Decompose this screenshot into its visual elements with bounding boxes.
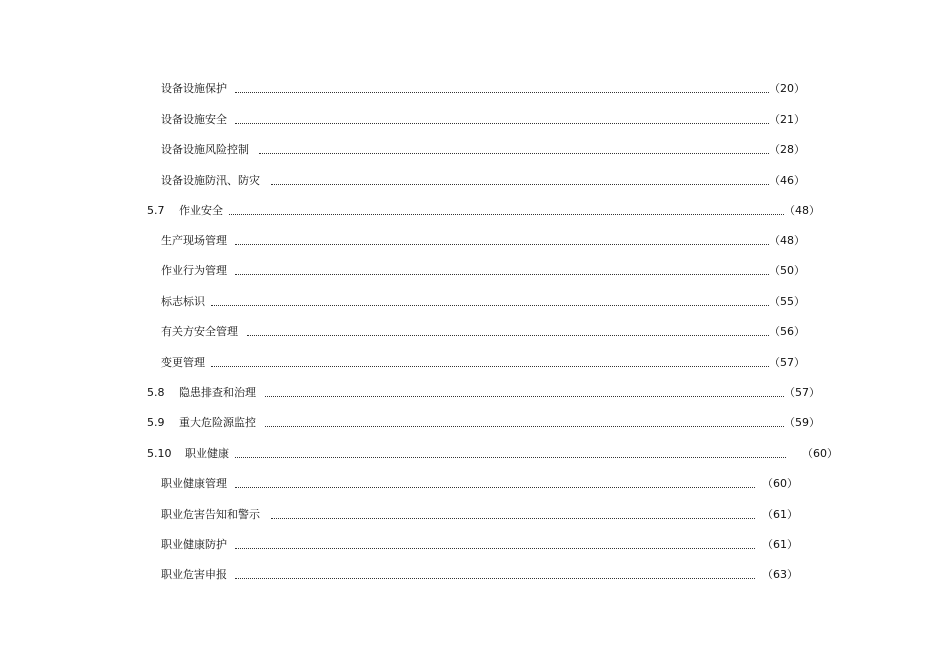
toc-entry-leader xyxy=(235,123,769,124)
toc-entry-title: 职业危害告知和警示 xyxy=(161,508,260,521)
toc-entry-title: 职业健康 xyxy=(185,447,229,460)
toc-entry xyxy=(161,293,805,311)
toc-entry-title: 职业危害申报 xyxy=(161,568,227,581)
toc-entry-leader xyxy=(271,184,769,185)
toc-entry xyxy=(161,111,805,129)
toc-entry-page: （56） xyxy=(769,325,805,338)
toc-entry-title: 作业安全 xyxy=(179,204,223,217)
toc-entry-leader xyxy=(235,548,755,549)
toc-entry-number: 5.10 xyxy=(147,447,172,460)
toc-entry-page: （50） xyxy=(769,264,805,277)
toc-entry-leader xyxy=(265,396,784,397)
toc-entry xyxy=(147,384,831,402)
toc-entry-page: （46） xyxy=(769,174,805,187)
toc-entry-page: （55） xyxy=(769,295,805,308)
toc-entry xyxy=(161,141,805,159)
toc-entry xyxy=(161,566,801,584)
toc-entry-title: 有关方安全管理 xyxy=(161,325,238,338)
toc-entry-leader xyxy=(265,426,784,427)
toc-entry-leader xyxy=(259,153,769,154)
toc-entry-leader xyxy=(211,366,769,367)
toc-entry xyxy=(147,445,838,463)
toc-entry-number: 5.7 xyxy=(147,204,165,217)
toc-entry-page: （59） xyxy=(784,416,820,429)
toc-entry-page: （61） xyxy=(762,508,798,521)
toc-entry xyxy=(161,80,805,98)
toc-entry-page: （48） xyxy=(769,234,805,247)
toc-entry xyxy=(161,172,805,190)
toc-entry-title: 隐患排查和治理 xyxy=(179,386,256,399)
toc-entry-title: 设备设施安全 xyxy=(161,113,227,126)
toc-entry-title: 生产现场管理 xyxy=(161,234,227,247)
toc-entry-page: （60） xyxy=(762,477,798,490)
toc-entry-leader xyxy=(271,518,755,519)
toc-entry-leader xyxy=(235,92,769,93)
toc-entry-number: 5.8 xyxy=(147,386,165,399)
toc-entry-title: 标志标识 xyxy=(161,295,205,308)
toc-entry-leader xyxy=(235,578,755,579)
toc-entry xyxy=(161,475,801,493)
toc-entry-leader xyxy=(229,214,784,215)
toc-entry-leader xyxy=(211,305,769,306)
toc-entry-leader xyxy=(235,274,769,275)
toc-entry-leader xyxy=(235,487,755,488)
toc-entry-page: （57） xyxy=(784,386,820,399)
toc-entry-leader xyxy=(235,244,769,245)
toc-entry xyxy=(161,262,805,280)
toc-entry xyxy=(161,354,805,372)
toc-entry-page: （48） xyxy=(784,204,820,217)
toc-entry xyxy=(161,536,801,554)
toc-entry-leader xyxy=(235,457,786,458)
toc-entry-title: 设备设施保护 xyxy=(161,82,227,95)
toc-entry xyxy=(161,506,801,524)
toc-entry-title: 设备设施防汛、防灾 xyxy=(161,174,260,187)
toc-entry xyxy=(161,323,805,341)
toc-entry-title: 职业健康防护 xyxy=(161,538,227,551)
toc-entry-leader xyxy=(247,335,769,336)
toc-entry xyxy=(147,202,831,220)
toc-entry-title: 作业行为管理 xyxy=(161,264,227,277)
toc-entry xyxy=(161,232,805,250)
toc-entry-page: （28） xyxy=(769,143,805,156)
toc-entry xyxy=(147,414,831,432)
toc-entry-page: （57） xyxy=(769,356,805,369)
toc-entry-title: 设备设施风险控制 xyxy=(161,143,249,156)
toc-entry-page: （63） xyxy=(762,568,798,581)
toc-entry-title: 重大危险源监控 xyxy=(179,416,256,429)
toc-entry-page: （20） xyxy=(769,82,805,95)
toc-entry-page: （60） xyxy=(802,447,838,460)
toc-entry-page: （61） xyxy=(762,538,798,551)
toc-entry-title: 职业健康管理 xyxy=(161,477,227,490)
toc-entry-title: 变更管理 xyxy=(161,356,205,369)
toc-entry-page: （21） xyxy=(769,113,805,126)
toc-entry-number: 5.9 xyxy=(147,416,165,429)
